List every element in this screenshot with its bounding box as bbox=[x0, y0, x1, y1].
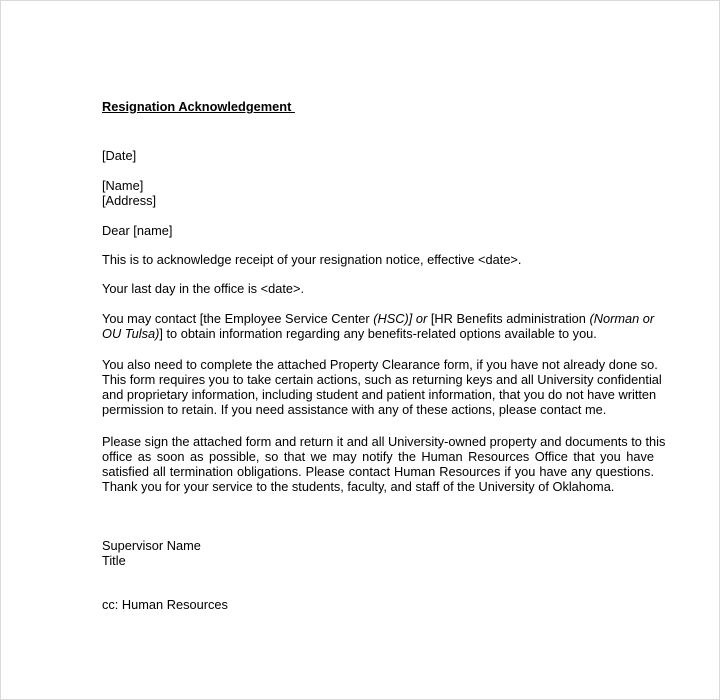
date-placeholder: [Date] bbox=[102, 148, 137, 163]
contact-norman: (Norman or bbox=[589, 311, 655, 326]
salutation: Dear [name] bbox=[102, 223, 173, 238]
signature-title: Title bbox=[102, 553, 126, 568]
paragraph-return-property bbox=[102, 434, 666, 494]
paragraph-line: You also need to complete the attached Property Clearance form, if you have not already done so. bbox=[102, 357, 658, 372]
address-placeholder: [Address] bbox=[102, 193, 157, 208]
paragraph-line: permission to retain. If you need assistance with any of these actions, please contact me. bbox=[102, 402, 607, 417]
paragraph-last-day: Your last day in the office is <date>. bbox=[102, 281, 305, 296]
document-title: Resignation Acknowledgement bbox=[102, 99, 295, 114]
contact-benefits-info: ] to obtain information regarding any benefits-related options available to you. bbox=[159, 326, 597, 341]
paragraph-line: Thank you for your service to the students, faculty, and staff of the University of Oklahoma. bbox=[102, 479, 615, 494]
paragraph-line: Please sign the attached form and return it and all University-owned property and documents to this bbox=[102, 434, 666, 449]
signature-name: Supervisor Name bbox=[102, 538, 201, 553]
paragraph-line: satisfied all termination obligations. Please contact Human Resources if you have any questions. bbox=[102, 464, 654, 479]
cc-line: cc: Human Resources bbox=[102, 597, 228, 612]
contact-hr-benefits: [HR Benefits administration bbox=[427, 311, 590, 326]
paragraph-resignation-receipt: This is to acknowledge receipt of your resignation notice, effective <date>. bbox=[102, 252, 522, 267]
paragraph-line: and proprietary information, including student and patient information, that you do not have written bbox=[102, 387, 657, 402]
paragraph-line: office as soon as possible, so that we may notify the Human Resources Office that you have bbox=[102, 449, 654, 464]
paragraph-contact-line bbox=[102, 311, 654, 326]
contact-ou-tulsa: OU Tulsa) bbox=[102, 326, 160, 341]
paragraph-property-clearance bbox=[102, 357, 662, 417]
paragraph-contact bbox=[102, 311, 654, 341]
contact-text: You may contact [the Employee Service Center bbox=[102, 311, 374, 326]
name-placeholder: [Name] bbox=[102, 178, 144, 193]
paragraph-contact-line bbox=[102, 326, 654, 341]
contact-hsc: (HSC) bbox=[373, 311, 409, 326]
paragraph-line: This form requires you to take certain actions, such as returning keys and all University confidential bbox=[102, 372, 662, 387]
contact-or: ] or bbox=[408, 311, 428, 326]
